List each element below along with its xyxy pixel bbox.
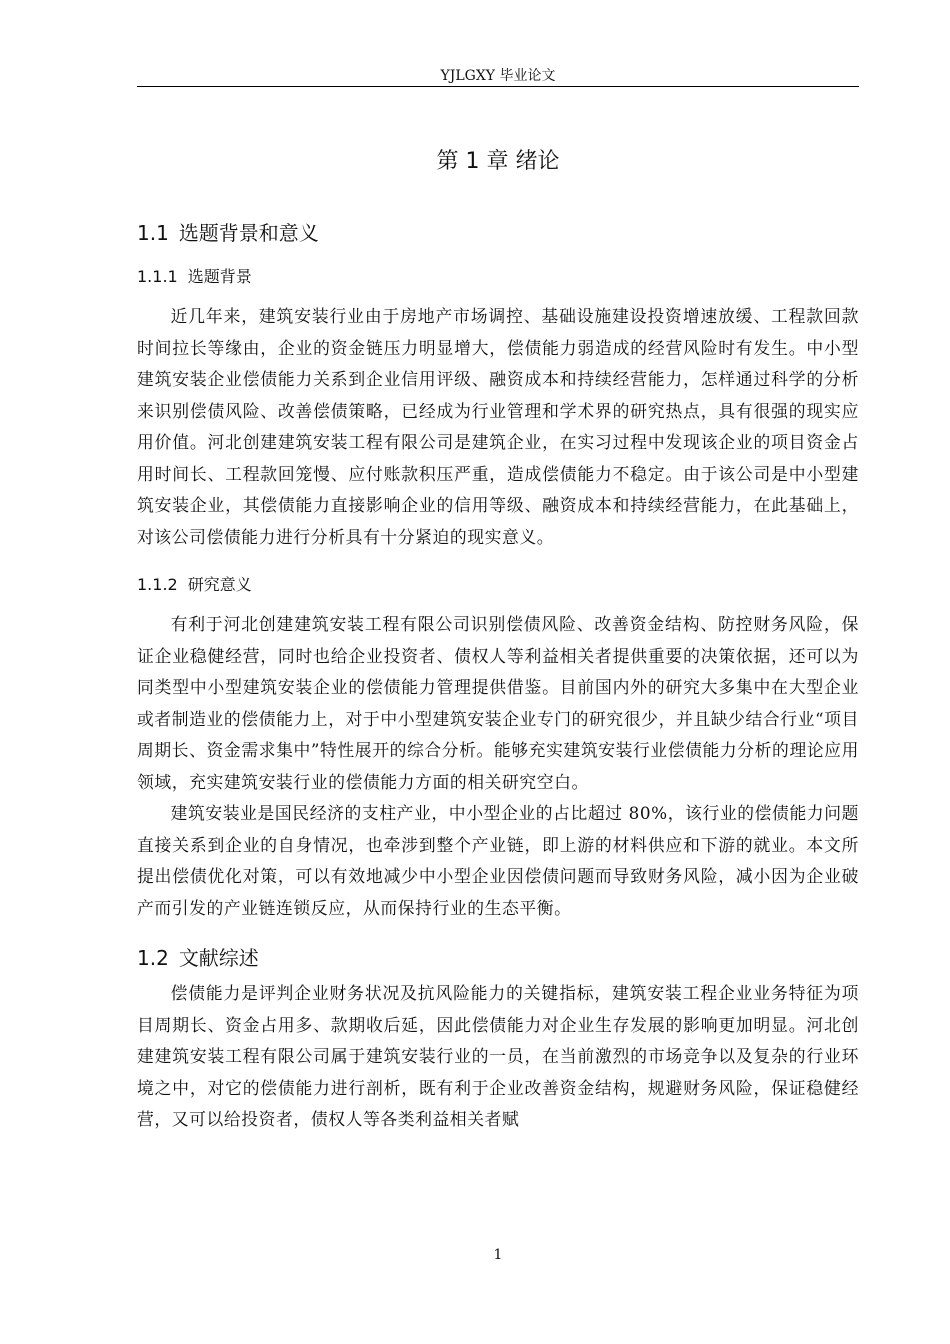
subsection-title: 研究意义 — [187, 575, 252, 594]
paragraph-background: 近几年来，建筑安装行业由于房地产市场调控、基础设施建设投资增速放缓、工程款回款时间拉长等缘由，企业的资金链压力明显增大，偿债能力弱造成的经营风险时有发生。中小型建筑安装企业偿债能力关系到企业信用评级、融资成本和持续经营能力，怎样通过科学的分析来识别偿债风险、改善偿债策略，已经成为行业管理和学术界的研究热点，具有很强的现实应用价值。河北创建建筑安装工程有限公司是建筑企业，在实习过程中发现该企业的项目资金占用时间长、工程款回笼慢、应付账款积压严重，造成偿债能力不稳定。由于该公司是中小型建筑安装企业，其偿债能力直接影响企业的信用等级、融资成本和持续经营能力，在此基础上，对该公司偿债能力进行分析具有十分紧迫的现实意义。 — [137, 306, 859, 547]
section-number: 1.2 — [137, 946, 169, 970]
section-number: 1.1 — [137, 221, 169, 245]
paragraph-significance-1: 有利于河北创建建筑安装工程有限公司识别偿债风险、改善资金结构、防控财务风险，保证企业稳健经营，同时也给企业投资者、债权人等利益相关者提供重要的决策依据，还可以为同类型中小型建筑安装企业的偿债能力管理提供借鉴。目前国内外的研究大多集中在大型企业或者制造业的偿债能力上，对于中小型建筑安装企业专门的研究很少，并且缺少结合行业“项目周期长、资金需求集中”特性展开的综合分析。能够充实建筑安装行业偿债能力分析的理论应用领域，充实建筑安装行业的偿债能力方面的相关研究空白。 — [137, 614, 859, 792]
paragraph-significance-2: 建筑安装业是国民经济的支柱产业，中小型企业的占比超过 80%，该行业的偿债能力问题直接关系到企业的自身情况，也牵涉到整个产业链，即上游的材料供应和下游的就业。本文所提出偿债优化对策，可以有效地减少中小型企业因偿债问题而导致财务风险，减小因为企业破产而引发的产业链连锁反应，从而保持行业的生态平衡。 — [137, 803, 859, 918]
subsection-heading-1-1-2 — [137, 567, 859, 603]
subsection-title: 选题背景 — [187, 267, 252, 286]
document-body — [137, 213, 859, 1136]
paragraph-literature-review: 偿债能力是评判企业财务状况及抗风险能力的关键指标，建筑安装工程企业业务特征为项目周期长、资金占用多、款期收后延，因此偿债能力对企业生存发展的影响更加明显。河北创建建筑安装工程有限公司属于建筑安装行业的一员，在当前激烈的市场竞争以及复杂的行业环境之中，对它的偿债能力进行剖析，既有利于企业改善资金结构，规避财务风险，保证稳健经营，又可以给投资者，债权人等各类利益相关者赋 — [137, 983, 859, 1129]
subsection-heading-1-1-1 — [137, 259, 859, 295]
section-title: 选题背景和意义 — [178, 221, 319, 245]
section-heading-1-2 — [137, 938, 859, 978]
page-number: 1 — [493, 1247, 503, 1263]
header-rule — [137, 86, 859, 87]
subsection-number: 1.1.2 — [137, 575, 178, 594]
subsection-number: 1.1.1 — [137, 267, 178, 286]
section-title: 文献综述 — [178, 946, 259, 970]
section-heading-1-1 — [137, 213, 859, 253]
page-header: YJLGXY 毕业论文 — [440, 68, 556, 84]
chapter-title: 第 1 章 绪论 — [436, 149, 560, 174]
